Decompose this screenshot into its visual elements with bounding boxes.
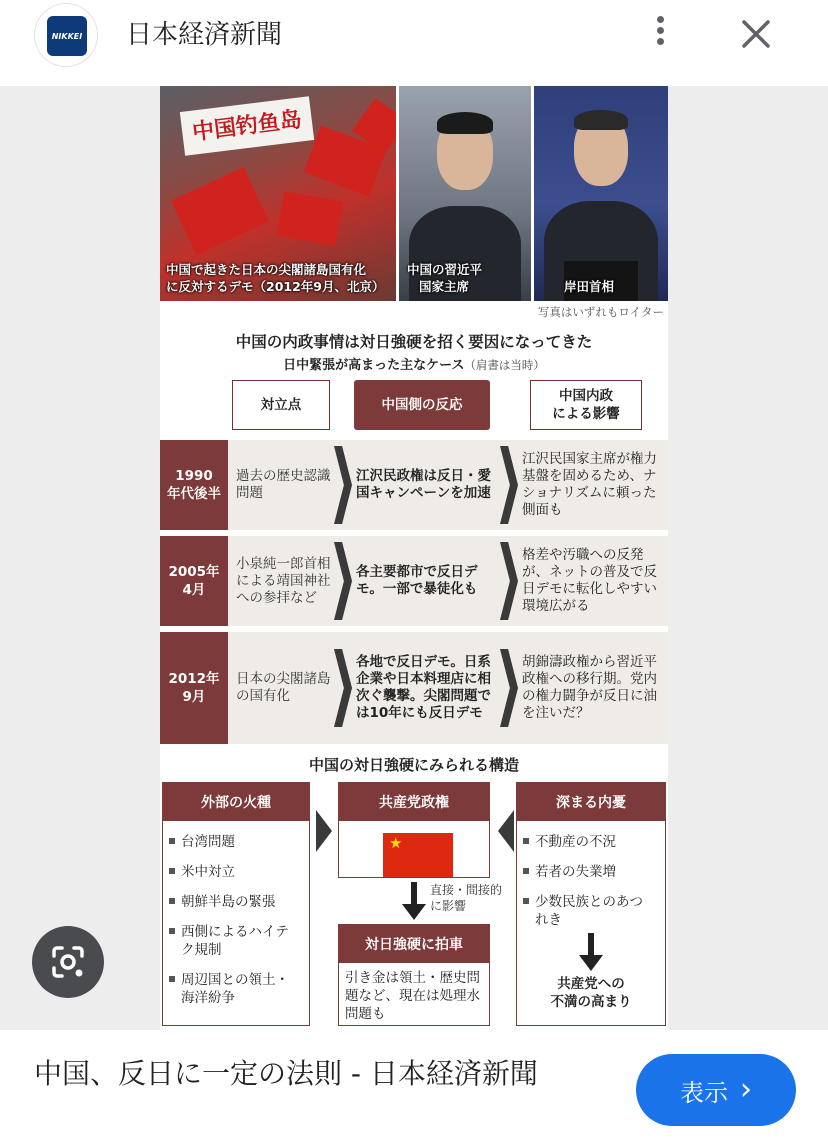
party-heading: 共産党政権 [339,783,489,821]
external-factors-box [162,782,310,1026]
case-impact: 格差や汚職への反発が、ネットの普及で反日デモに転化しやすい環境広がる [522,547,657,614]
site-logo[interactable] [34,3,98,67]
case-reaction: 各地で反日デモ。日系企業や日本料理店に相次ぐ襲撃。尖閣問題では10年にも反日デモ [356,654,491,721]
list-item: 若者の失業増 [523,863,643,881]
chevron-right-icon: › [740,1072,752,1107]
structure-title: 中国の対日強硬にみられる構造 [308,756,519,774]
case-reaction: 各主要都市で反日デモ。一部で暴徒化も [356,564,478,597]
case-year: 2012年 9月 [160,632,228,744]
lens-search-icon [32,926,104,998]
list-item: 米中対立 [169,863,295,881]
external-factors-heading: 外部の火種 [163,783,309,821]
protest-caption: 中国で起きた日本の尖閣諸島国有化 に反対するデモ（2012年9月、北京） [166,262,385,294]
case-row [160,632,668,744]
chevron-right-icon [500,446,518,524]
graphic-subtitle: 日中緊張が高まった主なケース（肩書は当時） [283,358,545,373]
party-box [338,782,490,878]
column-header-impact: 中国内政 による影響 [530,380,642,430]
hardline-box [338,924,490,1026]
arrow-down-icon [402,882,426,920]
image-preview[interactable] [0,86,828,1030]
nikkei-logo: NIKKEI [47,16,87,56]
case-year: 1990 年代後半 [160,440,228,530]
chevron-right-icon [334,446,352,524]
protest-photo [160,86,396,301]
influence-note: 直接・間接的 に影響 [430,883,503,913]
arrow-left-icon [498,810,514,852]
site-name[interactable]: 日本経済新聞 [126,20,283,50]
xi-caption: 中国の習近平 国家主席 [407,262,483,294]
chevron-right-icon [500,542,518,620]
case-row [160,440,668,530]
external-factors-list [169,833,295,1019]
internal-worries-heading: 深まる内憂 [517,783,665,821]
list-item: 西側によるハイテク規制 [169,923,295,959]
photo-strip [160,86,668,301]
hardline-heading: 対日強硬に拍車 [339,925,489,963]
kishida-caption: 岸田首相 [564,279,615,294]
arrow-right-icon [316,810,332,852]
photo-credit: 写真はいずれもロイター [537,305,664,319]
result-title[interactable]: 中国、反日に一定の法則 - 日本経済新聞 [34,1057,538,1090]
internal-worries-list [523,833,643,941]
more-vert-icon[interactable] [648,14,672,54]
close-icon[interactable] [736,14,776,54]
case-reaction: 江沢民政権は反日・愛国キャンペーンを加速 [356,468,491,501]
list-item: 少数民族とのあつれき [523,893,643,929]
internal-worries-box [516,782,666,1026]
case-issue: 小泉純一郎首相による靖国神社への参拝など [236,555,331,606]
case-row [160,536,668,626]
list-item: 周辺国との領土・海洋紛争 [169,971,295,1007]
column-header-reaction: 中国側の反応 [354,380,490,430]
list-item: 台湾問題 [169,833,295,851]
xi-photo [399,86,531,301]
result-footer [0,1030,828,1139]
china-flag-icon: ★ [383,833,453,877]
list-item: 朝鮮半島の緊張 [169,893,295,911]
case-issue: 日本の尖閣諸島の国有化 [236,671,331,704]
column-header-issue: 対立点 [232,380,330,430]
view-button[interactable] [636,1054,796,1126]
chevron-right-icon [334,542,352,620]
list-item: 不動産の不況 [523,833,643,851]
arrow-down-icon [579,933,603,971]
infographic [160,86,668,1030]
case-impact: 江沢民国家主席が権力基盤を固めるため、ナショナリズムに頼った側面も [522,451,657,518]
case-issue: 過去の歴史認識問題 [236,468,331,501]
protest-banner: 中国钓鱼岛 [180,96,314,156]
lens-search-button[interactable] [32,926,104,998]
kishida-photo [534,86,668,301]
view-button-label: 表示 [680,1078,728,1107]
case-year: 2005年 4月 [160,536,228,626]
result-header [0,0,828,86]
graphic-title: 中国の内政事情は対日強硬を招く要因になってきた [235,333,593,351]
discontent-text: 共産党への 不満の高まり [550,976,632,1010]
hardline-text: 引き金は領土・歴史問題など、現在は処理水問題も [345,970,480,1022]
chevron-right-icon [334,649,352,727]
case-impact: 胡錦濤政権から習近平政権への移行期。党内の権力闘争が反日に油を注いだ？ [522,654,657,721]
chevron-right-icon [500,649,518,727]
